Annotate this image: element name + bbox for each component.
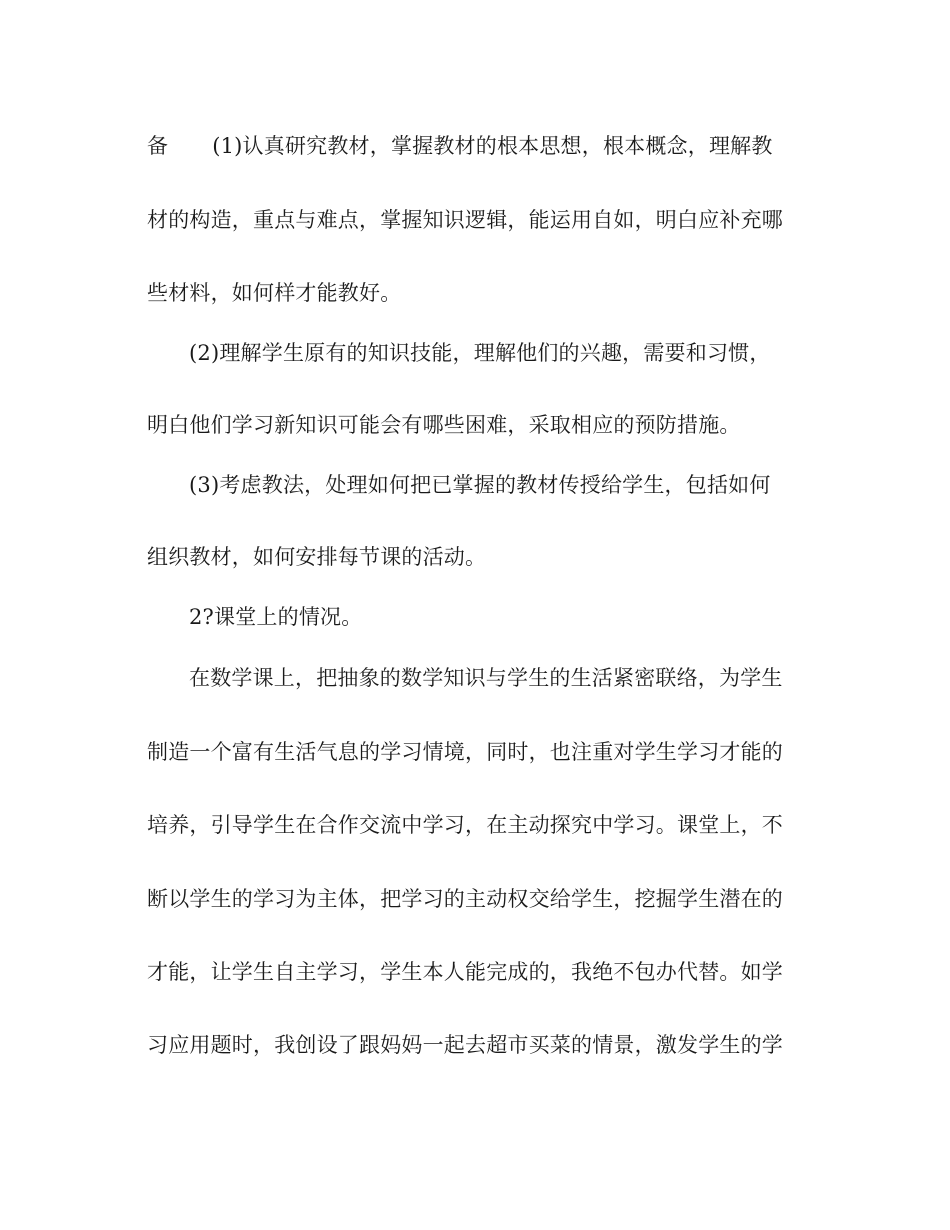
text-line-14: 习应用题时，我创设了跟妈妈一起去超市买菜的情景，激发学生的学 [147,1033,783,1057]
text-line-9: 在数学课上，把抽象的数学知识与学生的生活紧密联络，为学生 [189,666,783,690]
text-line-2: 材的构造，重点与难点，掌握知识逻辑，能运用自如，明白应补充哪 [147,208,783,232]
text-line-8: 2?课堂上的情况。 [189,605,363,629]
line-text: (1)认真研究教材，掌握教材的根本思想，根本概念，理解教 [212,134,773,158]
line-lead-char: 备 [147,134,169,158]
text-line-10: 制造一个富有生活气息的学习情境，同时，也注重对学生学习才能的 [147,740,783,764]
text-line-13: 才能，让学生自主学习，学生本人能完成的，我绝不包办代替。如学 [147,960,783,984]
text-line-6: (3)考虑教法，处理如何把已掌握的教材传授给学生，包括如何 [189,473,771,497]
text-line-5: 明白他们学习新知识可能会有哪些困难，采取相应的预防措施。 [147,413,741,437]
text-line-4: (2)理解学生原有的知识技能，理解他们的兴趣，需要和习惯， [189,341,771,365]
text-line-7: 组织教材，如何安排每节课的活动。 [147,545,487,569]
text-line-11: 培养，引导学生在合作交流中学习，在主动探究中学习。课堂上，不 [147,813,783,837]
text-line-1 [147,131,807,161]
text-line-12: 断以学生的学习为主体，把学习的主动权交给学生，挖掘学生潜在的 [147,887,783,911]
text-line-3: 些材料，如何样才能教好。 [147,281,402,305]
